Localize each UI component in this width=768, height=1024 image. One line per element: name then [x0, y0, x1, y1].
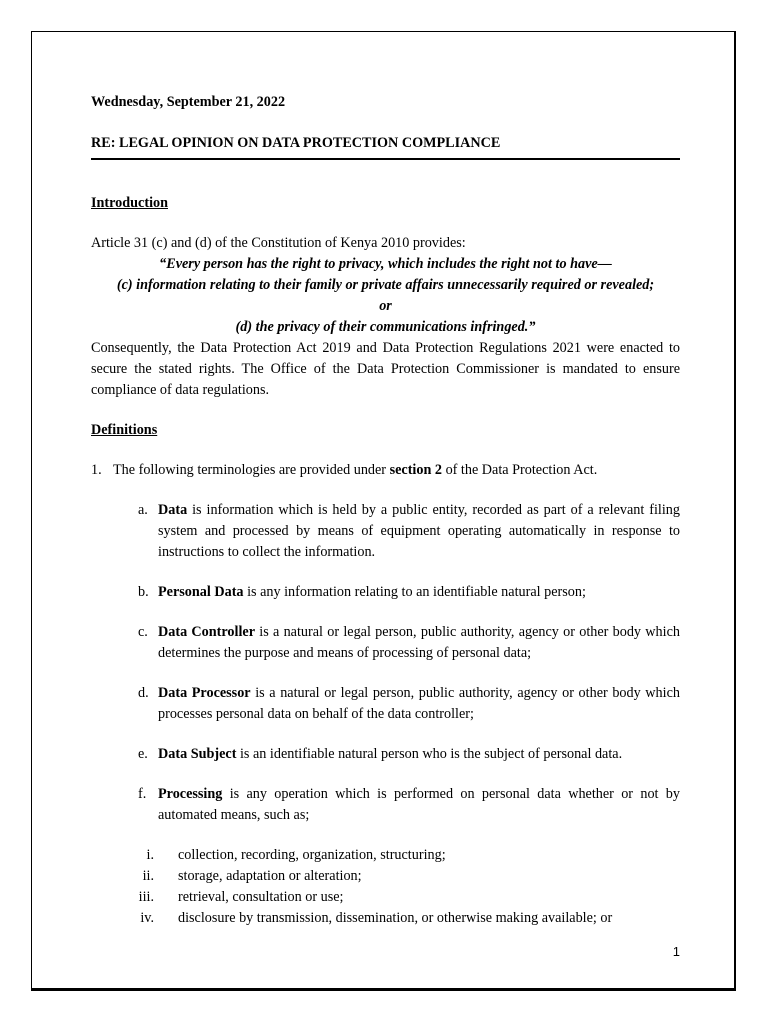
- introduction-paragraph: Consequently, the Data Protection Act 2019 and Data Protection Regulations 2021 were enacted to secure the stated rights. The Office of the Data Protection Commissioner is mandated to ensure compliance of data regulations.: [91, 340, 680, 398]
- definition-text: is an identifiable natural person who is the subject of personal data.: [236, 746, 623, 762]
- roman-numeral: iv.: [140, 910, 154, 926]
- document-page: [31, 31, 736, 991]
- definition-text: is any operation which is performed on personal data whether or not by automated means, such as;: [158, 786, 680, 823]
- definition-text: is information which is held by a public entity, recorded as part of a relevant filing system and processed by means of equipment operating automatically in response to instructions to collect the information.: [158, 502, 680, 560]
- sub-item-text: collection, recording, organization, structuring;: [178, 847, 446, 863]
- roman-numeral: ii.: [142, 868, 154, 884]
- lead-before: The following terminologies are provided under: [113, 462, 390, 478]
- definitions-list: [91, 500, 680, 826]
- introduction-lead: Article 31 (c) and (d) of the Constitution of Kenya 2010 provides:: [91, 235, 466, 251]
- sub-item-text: disclosure by transmission, dissemination, or otherwise making available; or: [178, 910, 613, 926]
- definition-body: [158, 784, 680, 826]
- item-letter: f.: [138, 786, 147, 802]
- definition-body: [158, 582, 680, 603]
- roman-numeral: iii.: [138, 889, 154, 905]
- list-item: [91, 582, 680, 603]
- list-item: [91, 845, 680, 866]
- introduction-heading: Introduction: [91, 195, 168, 211]
- document-date: Wednesday, September 21, 2022: [91, 94, 286, 110]
- quote-line: or: [379, 298, 392, 314]
- definition-term: Data Processor: [158, 685, 251, 701]
- item-letter: e.: [138, 746, 148, 762]
- definition-body: [158, 500, 680, 563]
- numbered-item: [91, 460, 680, 481]
- definition-body: [158, 622, 680, 664]
- definition-term: Personal Data: [158, 584, 244, 600]
- item-letter: d.: [138, 685, 149, 701]
- roman-numeral: i.: [146, 847, 154, 863]
- item-letter: a.: [138, 502, 148, 518]
- list-item: [91, 500, 680, 563]
- definition-text: is a natural or legal person, public authority, agency or other body which processes personal data on behalf of the data controller;: [158, 685, 680, 722]
- definition-term: Data Controller: [158, 624, 255, 640]
- list-item: [91, 744, 680, 765]
- lead-bold: section 2: [389, 462, 443, 478]
- definitions-heading: Definitions: [91, 422, 158, 438]
- processing-sub-list: [91, 845, 680, 929]
- list-item: [91, 908, 680, 929]
- definition-text: is a natural or legal person, public authority, agency or other body which determines the purpose and means of processing of personal data;: [158, 624, 680, 661]
- sub-item-text: storage, adaptation or alteration;: [178, 868, 362, 884]
- document-content: [91, 92, 680, 929]
- page-number: 1: [672, 944, 680, 959]
- item-text: [113, 460, 680, 481]
- definition-term: Data Subject: [158, 746, 237, 762]
- subject-line: RE: LEGAL OPINION ON DATA PROTECTION COMPLIANCE: [91, 133, 680, 160]
- definition-term: Processing: [158, 786, 223, 802]
- definition-term: Data: [158, 502, 188, 518]
- list-item: [91, 683, 680, 725]
- list-item: [91, 887, 680, 908]
- definition-body: [158, 683, 680, 725]
- sub-item-text: retrieval, consultation or use;: [178, 889, 344, 905]
- quote-line: (d) the privacy of their communications infringed.”: [235, 319, 536, 335]
- quote-line: (c) information relating to their family or private affairs unnecessarily required or revealed;: [116, 277, 655, 293]
- item-number: 1.: [91, 462, 102, 478]
- definition-text: is any information relating to an identifiable natural person;: [243, 584, 586, 600]
- list-item: [91, 866, 680, 887]
- lead-after: of the Data Protection Act.: [442, 462, 598, 478]
- list-item: [91, 622, 680, 664]
- item-letter: b.: [138, 584, 149, 600]
- item-letter: c.: [138, 624, 148, 640]
- definition-body: [158, 744, 680, 765]
- quote-line: “Every person has the right to privacy, which includes the right not to have—: [159, 256, 612, 272]
- list-item: [91, 784, 680, 826]
